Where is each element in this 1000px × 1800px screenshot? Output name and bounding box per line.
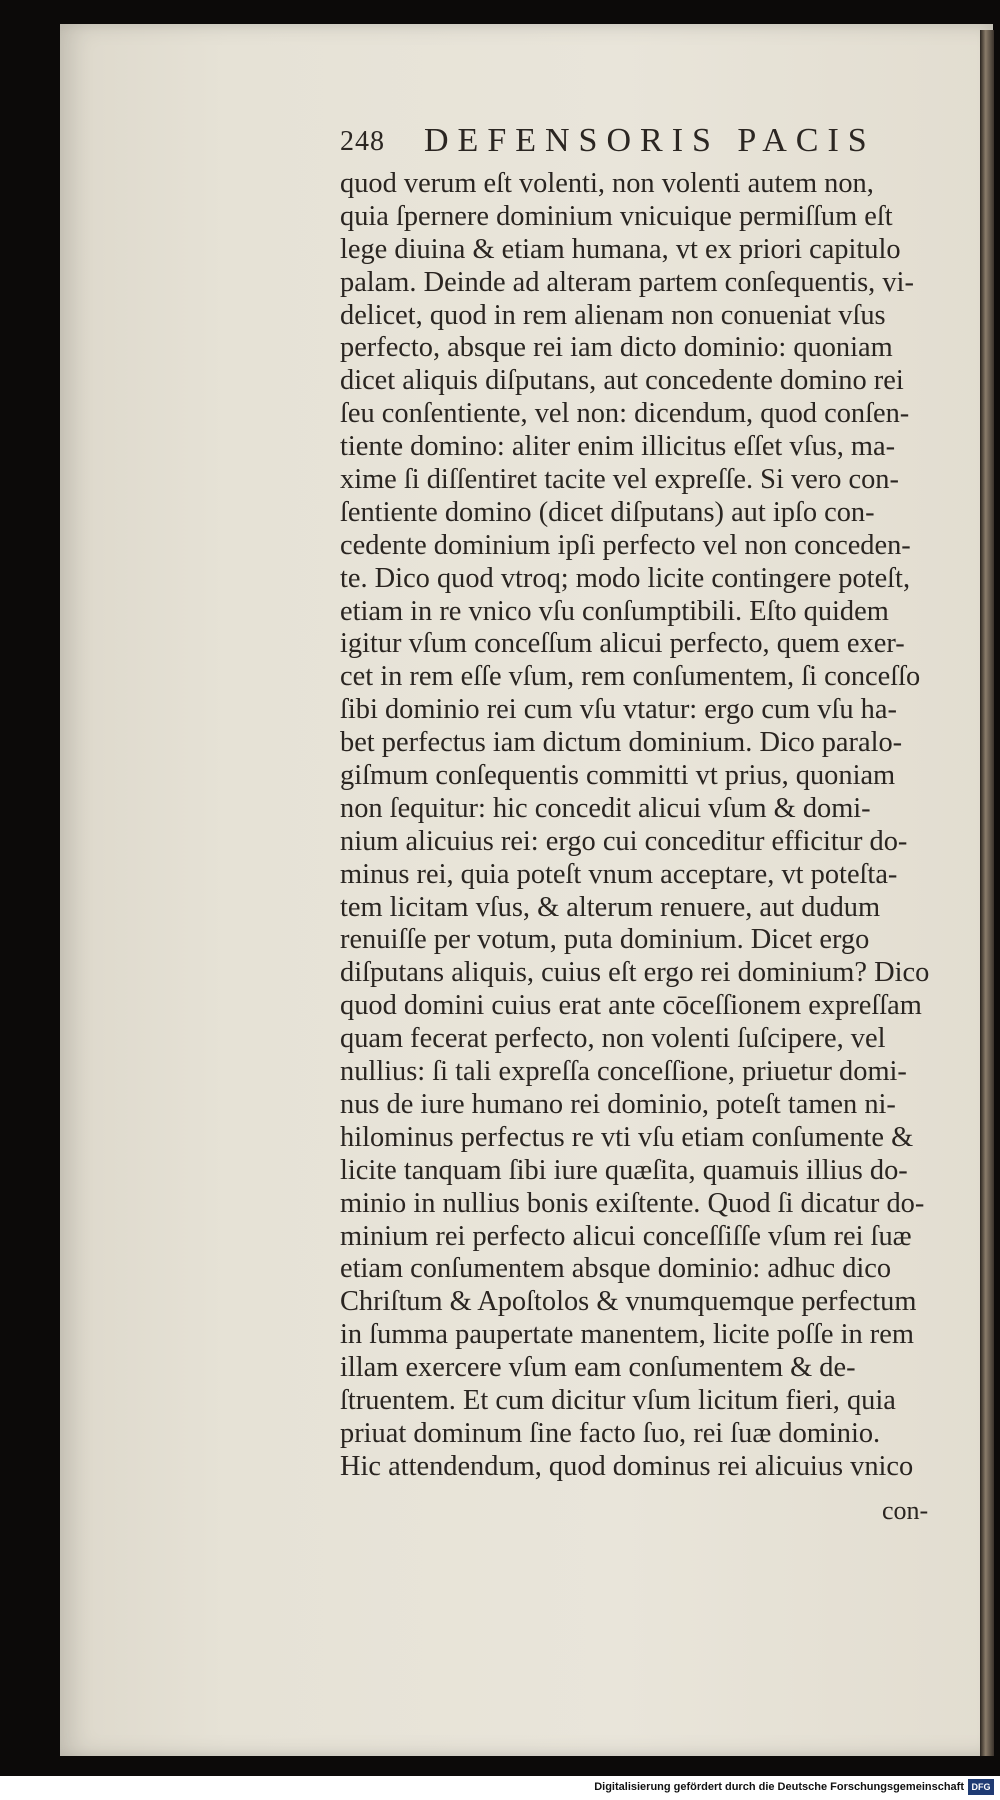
- text-line: ſeu conſentiente, vel non: dicendum, quod conſen-: [340, 398, 910, 430]
- text-line: dicet aliquis diſputans, aut concedente domino rei: [340, 365, 904, 397]
- catchword: con-: [882, 1496, 929, 1525]
- text-line: quod verum eſt volenti, non volenti autem non,: [340, 168, 874, 199]
- text-line: in ſumma paupertate manentem, licite poſſe in rem: [340, 1319, 914, 1351]
- text-line: Hic attendendum, quod dominus rei alicuius vnico: [340, 1450, 914, 1482]
- text-line: diſputans aliquis, cuius eſt ergo rei dominium? Dico: [340, 957, 930, 989]
- text-line: te. Dico quod vtroq; modo licite contingere poteſt,: [340, 562, 911, 594]
- text-line: tem licitam vſus, & alterum renuere, aut dudum: [340, 891, 881, 923]
- text-line: cedente dominium ipſi perfecto vel non conceden-: [340, 529, 911, 561]
- page-number: 248: [340, 126, 385, 157]
- text-line: palam. Deinde ad alteram partem conſequentis, vi-: [340, 266, 914, 298]
- text-line: hilominus perfectus re vti vſu etiam conſumente &: [340, 1121, 914, 1153]
- funding-notice: Digitalisierung gefördert durch die Deutsche Forschungsgemeinschaft: [594, 1781, 964, 1793]
- text-line: lege diuina & etiam humana, vt ex priori capitulo: [340, 233, 901, 265]
- footer-bar: [0, 1776, 1000, 1800]
- running-head: [340, 108, 935, 168]
- text-line: xime ſi diſſentiret tacite vel expreſſe. Si vero con-: [340, 464, 899, 496]
- body-text: [340, 168, 960, 1484]
- text-line: non ſequitur: hic concedit alicui vſum & domi-: [340, 792, 871, 824]
- text-line: cet in rem eſſe vſum, rem conſumentem, ſi conceſſo: [340, 661, 921, 693]
- text-line: perfecto, absque rei iam dicto dominio: quoniam: [340, 332, 893, 364]
- text-line: nium alicuius rei: ergo cui conceditur efficitur do-: [340, 825, 908, 857]
- text-line: etiam in re vnico vſu conſumptibili. Eſto quidem: [340, 595, 889, 627]
- text-line: bet perfectus iam dictum dominium. Dico paralo-: [340, 727, 903, 759]
- running-title: DEFENSORIS PACIS: [424, 122, 876, 159]
- text-line: nullius: ſi tali expreſſa conceſſione, priuetur domi-: [340, 1056, 907, 1088]
- page-edge: [980, 30, 994, 1756]
- text-line: minio in nullius bonis exiſtente. Quod ſi dicatur do-: [340, 1187, 925, 1219]
- text-line: delicet, quod in rem alienam non conueniat vſus: [340, 299, 886, 331]
- text-line: quam fecerat perfecto, non volenti ſuſcipere, vel: [340, 1023, 886, 1055]
- text-line: priuat dominum ſine facto ſuo, rei ſuæ dominio.: [340, 1417, 881, 1449]
- text-line: igitur vſum conceſſum alicui perfecto, quem exer-: [340, 628, 905, 660]
- text-line: minium rei perfecto alicui conceſſiſſe vſum rei ſuæ: [340, 1220, 912, 1252]
- text-line: nus de iure humano rei dominio, poteſt tamen ni-: [340, 1088, 896, 1120]
- dfg-logo: DFG: [968, 1779, 994, 1795]
- text-line: giſmum conſequentis committi vt prius, quoniam: [340, 760, 896, 792]
- text-line: ſibi dominio rei cum vſu vtatur: ergo cum vſu ha-: [340, 694, 897, 726]
- text-line: quod domini cuius erat ante cōceſſionem expreſſam: [340, 990, 922, 1022]
- text-line: licite tanquam ſibi iure quæſita, quamuis illius do-: [340, 1154, 908, 1186]
- text-line: renuiſſe per votum, puta dominium. Dicet ergo: [340, 924, 870, 956]
- text-line: tiente domino: aliter enim illicitus eſſet vſus, ma-: [340, 431, 896, 463]
- text-line: etiam conſumentem absque dominio: adhuc dico: [340, 1253, 892, 1285]
- text-line: ſentiente domino (dicet diſputans) aut ipſo con-: [340, 496, 875, 528]
- text-line: ſtruentem. Et cum dicitur vſum licitum fieri, quia: [340, 1384, 896, 1416]
- text-line: illam exercere vſum eam conſumentem & de-: [340, 1352, 856, 1384]
- text-line: minus rei, quia poteſt vnum acceptare, vt poteſta-: [340, 858, 898, 890]
- text-line: Chriſtum & Apoſtolos & vnumquemque perfectum: [340, 1286, 917, 1318]
- text-line: quia ſpernere dominium vnicuique permiſſum eſt: [340, 200, 893, 232]
